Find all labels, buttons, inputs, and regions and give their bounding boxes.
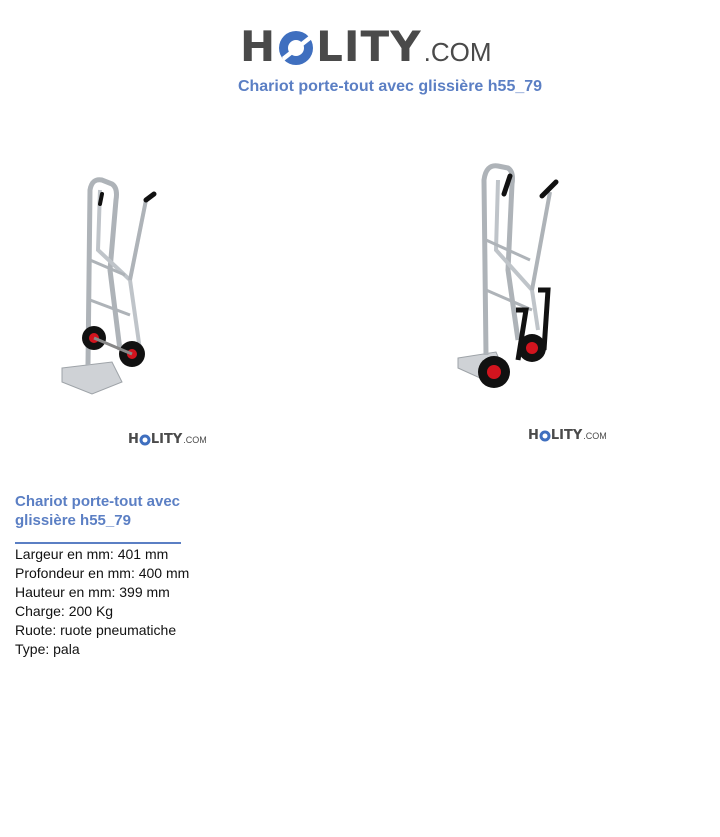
image-watermark-right <box>528 428 607 443</box>
logo-o-icon <box>276 27 316 67</box>
logo-wordmark <box>240 22 422 71</box>
product-image-left <box>20 150 280 410</box>
heading-underline <box>15 542 181 544</box>
watermark-com: .COM <box>183 434 207 445</box>
site-logo[interactable] <box>240 12 492 71</box>
logo-com-suffix: .COM <box>423 37 492 67</box>
image-watermark-left <box>128 432 207 447</box>
spec-wheels: Ruote: ruote pneumatiche <box>15 622 177 638</box>
watermark-letter-h: H <box>128 432 139 447</box>
spec-list <box>15 545 189 659</box>
logo-letters-lity: LITY <box>316 22 422 71</box>
product-image-right <box>420 150 680 410</box>
watermark-o-icon <box>139 434 151 446</box>
watermark-letters: LITY <box>150 432 183 447</box>
spec-depth: Profondeur en mm: 400 mm <box>15 565 190 581</box>
spec-type: Type: pala <box>15 641 80 657</box>
watermark-letters: LITY <box>550 428 583 443</box>
spec-width: Largeur en mm: 401 mm <box>15 546 169 562</box>
product-heading: Chariot porte-tout avec glissière h55_79 <box>15 493 181 529</box>
watermark-letter-h: H <box>528 428 539 443</box>
spec-load: Charge: 200 Kg <box>15 603 114 619</box>
watermark-o-icon <box>539 430 551 442</box>
spec-height: Hauteur en mm: 399 mm <box>15 584 170 600</box>
page-title: Chariot porte-tout avec glissière h55_79 <box>237 78 543 95</box>
watermark-com: .COM <box>583 430 607 441</box>
logo-letter-h: H <box>240 22 277 71</box>
